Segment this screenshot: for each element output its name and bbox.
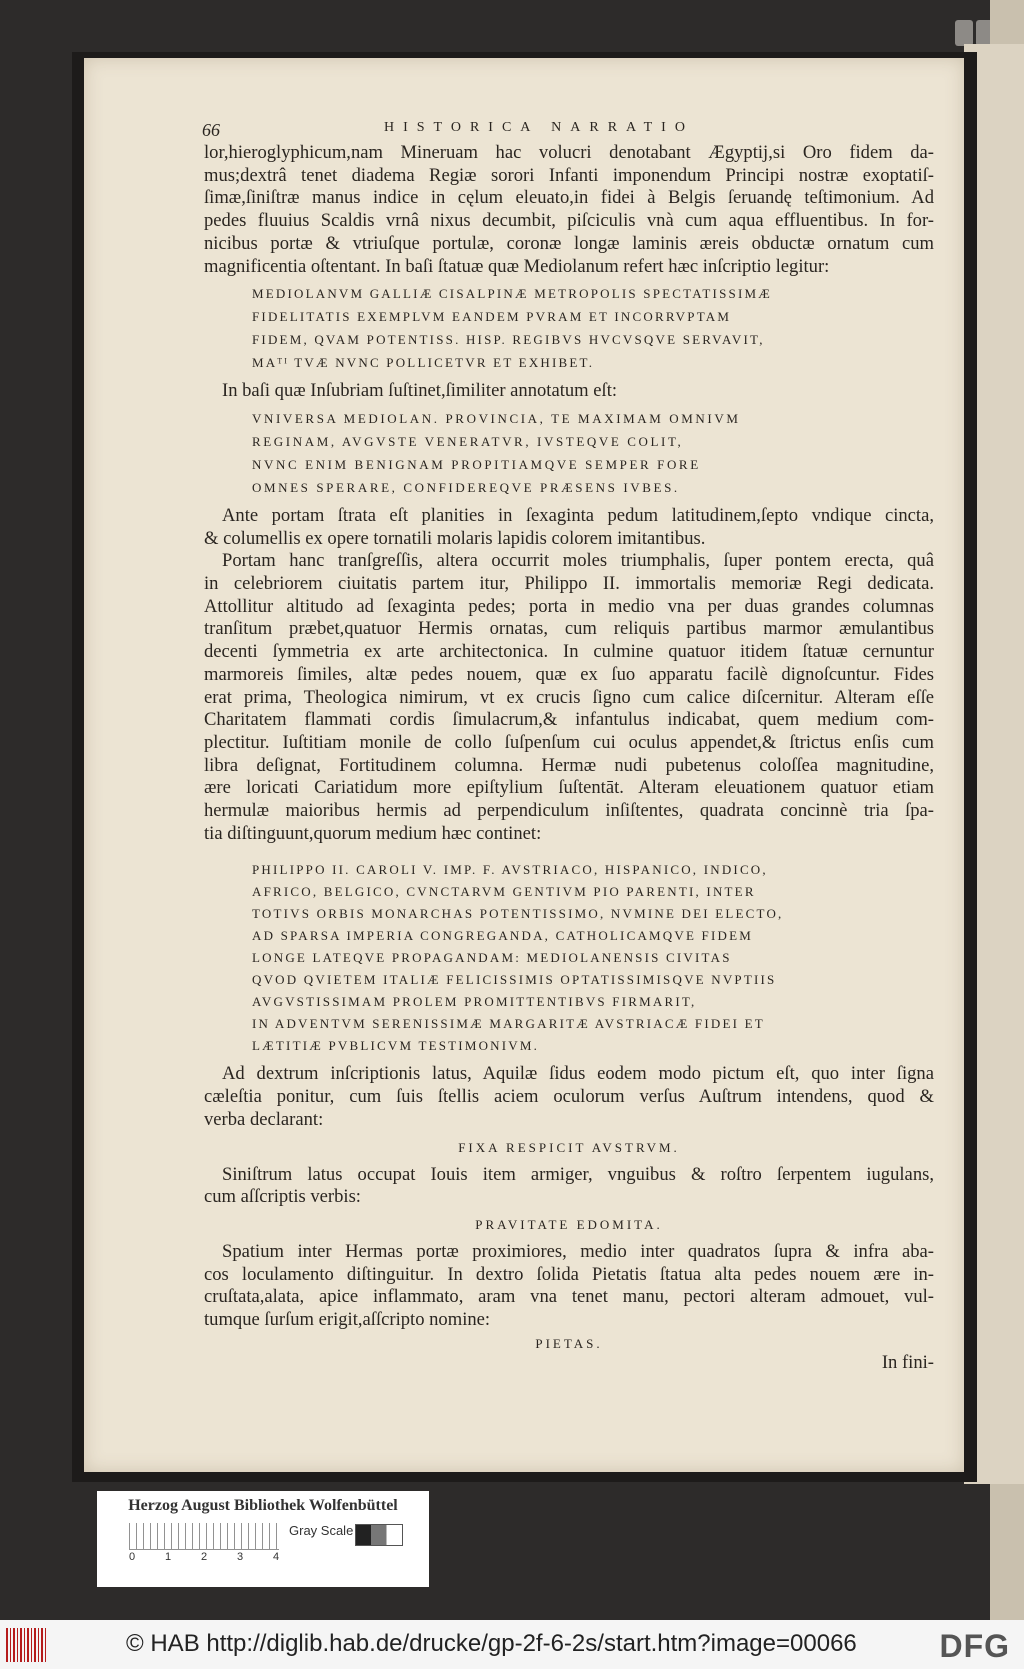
text-line: mus;dextrâ tenet diadema Regiæ sorori Infanti imponendum Principi nostræ exoptatiſ- (204, 164, 934, 186)
text-line: & columellis ex opere tornatili molaris lapidis colorem imitantibus. (204, 527, 706, 549)
paragraph-5 (204, 1063, 934, 1131)
text-line: Portam hanc tranſgreſſis, altera occurrit moles triumphalis, ſuper pontem erecta, quâ (222, 550, 934, 572)
inscription-line: VNIVERSA MEDIOLAN. PROVINCIA, TE MAXIMAM OMNIVM (252, 410, 741, 426)
paragraph-1 (204, 142, 934, 278)
paragraph-4 (204, 550, 934, 845)
inscription-line: AVGVSTISSIMAM PROLEM PROMITTENTIBVS FIRMARIT, (252, 994, 697, 1010)
inscription-line: LONGE LATEQVE PROPAGANDAM: MEDIOLANENSIS CIVITAS (252, 950, 732, 966)
motto-pravitate: PRAVITATE EDOMITA. (475, 1216, 663, 1232)
text-line: lor,hieroglyphicum,nam Mineruam hac volucri denotabant Ægyptij,si Oro fidem da- (204, 142, 934, 163)
inscription-insubria (252, 407, 892, 499)
text-line: magnificentia oſtentant. In baſi ſtatuæ quæ Mediolanum refert hæc inſcriptio legitur: (204, 255, 830, 277)
color-scale-card (97, 1491, 429, 1587)
text-line: tranſitum præbet,quatuor Hermis ornatas, cum reliquis partibus marmor æmulantibus (204, 618, 934, 640)
motto-pietas: PIETAS. (535, 1335, 603, 1351)
inscription-line: QVOD QVIETEM ITALIÆ FELICISSIMIS OPTATISSIMISQVE NVPTIIS (252, 972, 777, 988)
ruler-number: 0 (129, 1551, 136, 1563)
ruler-number: 1 (165, 1551, 172, 1563)
inscription-line: TOTIVS ORBIS MONARCHAS POTENTISSIMO, NVMINE DEI ELECTO, (252, 906, 784, 922)
inscription-line: MAᵀᴵ TVÆ NVNC POLLICETVR ET EXHIBET. (252, 355, 595, 371)
text-line: cum aſſcriptis verbis: (204, 1186, 361, 1208)
folio-number: 66 (202, 120, 220, 140)
text-line: plectitur. Iuſtitiam monile de collo ſuſpenſum cui oculus appendet,& ſtrictus enſis cum (204, 731, 934, 753)
text-line: tia diſtinguunt,quorum medium hæc continet: (204, 822, 542, 844)
text-line: in celebriorem ciuitatis partem itur, Philippo II. immortalis memoriæ Regi dedicata. (204, 573, 934, 595)
text-line: decenti ſymmetria ex arte architectonica. In culmine quatuor itidem ſtatuæ cernuntur (204, 641, 934, 663)
text-line: marmoreis ſimiles, altæ pedes nouem, quæ ex ſuo apparatu facilè dignoſcuntur. Fides (204, 663, 934, 685)
text-line: nicibus portæ & vtriuſque portulæ, coronæ longæ laminis æreis obductæ ornatum cum (204, 232, 934, 254)
ruler-number: 2 (201, 1551, 208, 1563)
text-line: libra deſignat, Fortitudinem columna. Hermæ nudi pubetenus coloſſea magnitudine, (204, 754, 934, 776)
text-line: tumque ſurſum erigit,aſſcripto nomine: (204, 1309, 491, 1331)
text-line: ſimæ,ſiniſtræ manus indice in cęlum eleuato,in fidei à Belgis ſeruandę teſtimonium. Ad (204, 187, 934, 209)
paragraph-6 (204, 1164, 934, 1209)
inscription-line: AFRICO, BELGICO, CVNCTARVM GENTIVM PIO PARENTI, INTER (252, 884, 756, 900)
paragraph-7 (204, 1241, 934, 1332)
page-text (204, 120, 934, 1374)
inscription-line: MEDIOLANVM GALLIÆ CISALPINÆ METROPOLIS SPECTATISSIMÆ (252, 286, 772, 302)
page-header (204, 120, 934, 142)
gray-scale-swatch (355, 1524, 403, 1546)
inscription-philippo (252, 859, 892, 1057)
text-line: Ante portam ſtrata eſt planities in ſexaginta pedum latitudinem,ſepto vndique cincta, (222, 504, 934, 526)
text-line: Charitatem flammati cordis ſimulacrum,& infantulus indicabat, quem medium com- (204, 709, 934, 731)
inscription-line: NVNC ENIM BENIGNAM PROPITIAMQVE SEMPER FORE (252, 456, 701, 472)
text-line: Siniſtrum latus occupat Iouis item armiger, vnguibus & roſtro ſerpentem iugulans, (222, 1163, 934, 1185)
copyright-url[interactable]: © HAB http://diglib.hab.de/drucke/gp-2f-6-2s/start.htm?image=00066 (126, 1630, 857, 1657)
text-line: ære loricati Cariatidum more epiſtylium ſuſtentāt. Alteram eleuationem quatuor etiam (204, 777, 934, 799)
dfg-logo: DFG (939, 1628, 1010, 1664)
ruler-scale (129, 1523, 279, 1550)
inscription-line: REGINAM, AVGVSTE VENERATVR, IVSTEQVE COLIT, (252, 433, 684, 449)
ruler-number: 4 (273, 1551, 280, 1563)
text-line: pedes fluuius Scaldis vrnâ nixus decumbit, piſciculis vnà cum aqua effluentibus. In for- (204, 210, 934, 232)
text-line: cæleſtia ponitur, cum ſuis ſtellis aciem oculorum verſus Auſtrum intendens, quod & (204, 1086, 934, 1108)
text-line: hermulæ maioribus hermis ad perpendiculum inſiſtentes, quadrata concinnè tria ſpa- (204, 800, 934, 822)
barcode-icon (6, 1628, 48, 1662)
inscription-line: LÆTITIÆ PVBLICVM TESTIMONIVM. (252, 1038, 540, 1054)
footer-bar (0, 1620, 1024, 1669)
gray-scale-label: Gray Scale (289, 1523, 354, 1538)
binding-clip (955, 20, 973, 46)
text-line: In baſi quæ Inſubriam ſuſtinet,ſimiliter annotatum eſt: (222, 380, 618, 402)
motto-fixa: FIXA RESPICIT AVSTRVM. (458, 1139, 680, 1155)
library-name: Herzog August Bibliothek Wolfenbüttel (128, 1497, 398, 1514)
text-line: Ad dextrum inſcriptionis latus, Aquilæ ſidus eodem modo pictum eſt, quo inter ſigna (222, 1063, 934, 1085)
text-line: cruſtata,alata, apice inflammato, aram vna tenet manu, pectori alteram admouet, vul- (204, 1286, 934, 1308)
inscription-line: PHILIPPO II. CAROLI V. IMP. F. AVSTRIACO, HISPANICO, INDICO, (252, 862, 768, 878)
text-line: cos loculamento diſtinguitur. In dextro ſolida Pietatis ſtatua alta pedes nouem ære in- (204, 1263, 934, 1285)
inscription-line: OMNES SPERARE, CONFIDEREQVE PRÆSENS IVBES. (252, 479, 680, 495)
paragraph-2 (204, 380, 934, 403)
running-title: HISTORICA NARRATIO (384, 120, 694, 135)
catchword: In fini- (881, 1351, 934, 1373)
inscription-line: AD SPARSA IMPERIA CONGREGANDA, CATHOLICAMQVE FIDEM (252, 928, 754, 944)
inscription-line: IN ADVENTVM SERENISSIMÆ MARGARITÆ AVSTRIACÆ FIDEI ET (252, 1016, 765, 1032)
ruler-number: 3 (237, 1551, 244, 1563)
text-line: Spatium inter Hermas portæ proximiores, medio inter quadratos ſupra & infra aba- (222, 1240, 934, 1262)
text-line: Attollitur altitudo ad ſexaginta pedes; porta in medio vna per duas grandes columnas (204, 595, 934, 617)
paragraph-3 (204, 505, 934, 550)
text-line: erat prima, Theologica nimirum, vt ex crucis ſigno cum calice diſcernitur. Alteram eſſe (204, 686, 934, 708)
text-line: verba declarant: (204, 1108, 324, 1130)
inscription-line: FIDELITATIS EXEMPLVM EANDEM PVRAM ET INCORRVPTAM (252, 309, 732, 325)
inscription-line: FIDEM, QVAM POTENTISS. HISP. REGIBVS HVCVSQVE SERVAVIT, (252, 332, 765, 348)
inscription-mediolanum (252, 282, 892, 374)
